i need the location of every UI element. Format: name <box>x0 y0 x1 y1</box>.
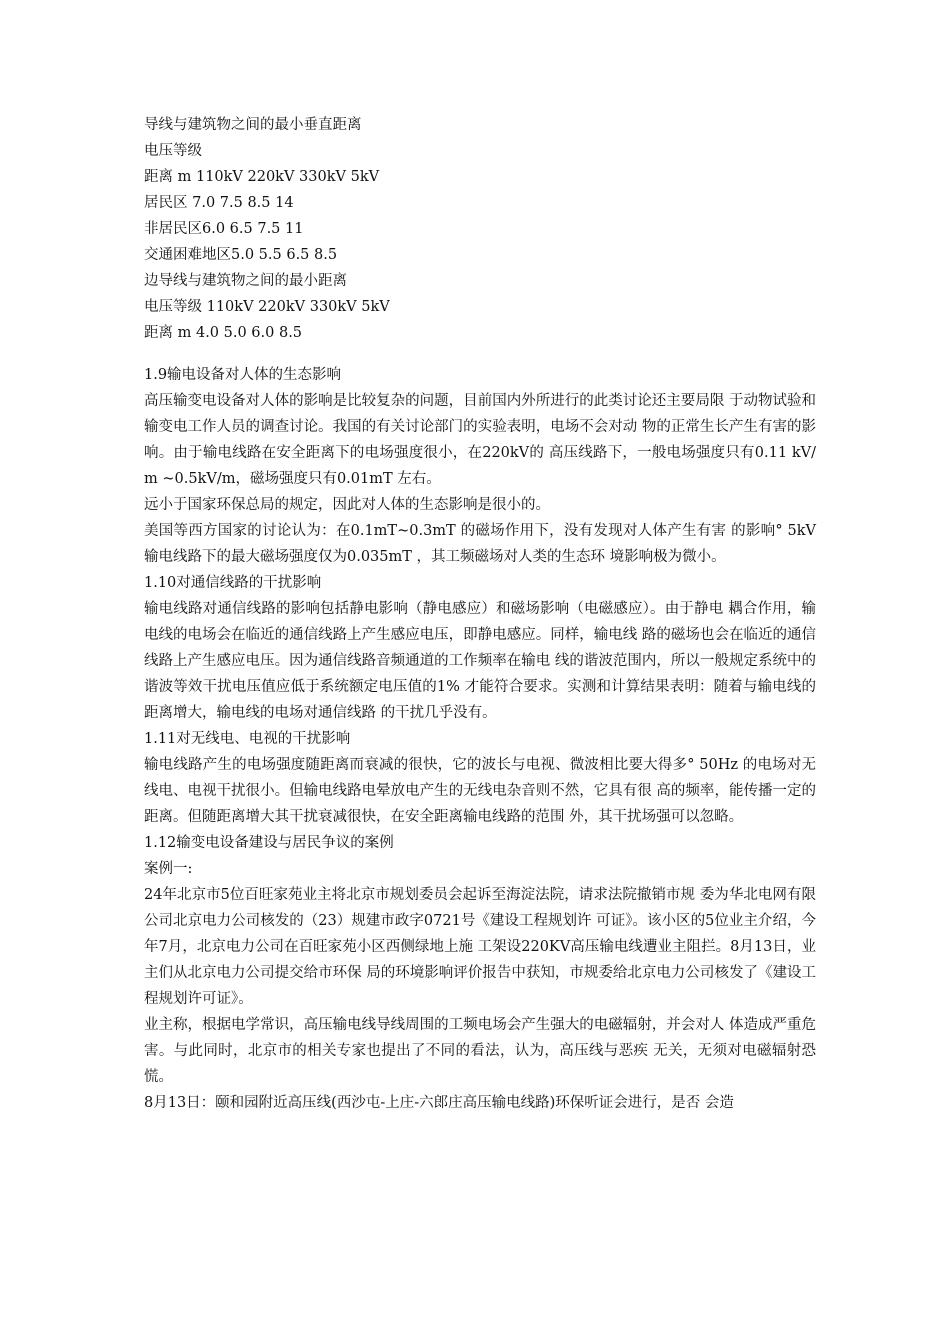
section-heading: 1.9输电设备对人体的生态影响 <box>144 367 342 383</box>
paragraph: 业主称，根据电学常识，高压输电线导线周围的工频电场会产生强大的电磁辐射，并会对人 体造成严重危害。与此同时，北京市的相关专家也提出了不同的看法，认为，高压线与恶疾 无关，无须对电磁辐射恐慌。 <box>144 1017 816 1085</box>
paragraph: 8月13日：颐和园附近高压线(西沙屯-上庄-六郎庄高压输电线路)环保听证会进行，是否 会造 <box>144 1095 734 1111</box>
case-label: 案例一: <box>144 861 193 877</box>
section-heading: 1.10对通信线路的干扰影响 <box>144 575 322 591</box>
table1-row: 非居民区6.0 6.5 7.5 11 <box>144 221 304 237</box>
table1-title: 导线与建筑物之间的最小垂直距离 <box>144 117 362 133</box>
table1-row: 居民区 7.0 7.5 8.5 14 <box>144 195 294 211</box>
section-heading: 1.11对无线电、电视的干扰影响 <box>144 731 351 747</box>
table1-header-row: 距离 m 110kV 220kV 330kV 5kV <box>144 169 380 185</box>
paragraph: 高压输变电设备对人体的影响是比较复杂的问题，目前国内外所进行的此类讨论还主要局限 于动物试验和输变电工作人员的调查讨论。我国的有关讨论部门的实验表明，电场不会对动 物的正常生长产生有害的影响。由于输电线路在安全距离下的电场强度很小，在220kV的 高压线路下，一般电场强度只有0.11 kV/m ~0.5kV/m，磁场强度只有0.01mT 左右。 <box>144 393 816 487</box>
section-heading: 1.12输变电设备建设与居民争议的案例 <box>144 835 394 851</box>
paragraph: 输电线路对通信线路的影响包括静电影响（静电感应）和磁场影响（电磁感应）。由于静电 耦合作用，输电线的电场会在临近的通信线路上产生感应电压，即静电感应。同样，输电线 路的磁场也会在临近的通信线路上产生感应电压。因为通信线路音频通道的工作频率在输电 线的谐波范围内，所以一般规定系统中的谐波等效干扰电压值应低于系统额定电压值的1% 才能符合要求。实测和计算结果表明：随着与输电线的距离增大，输电线的电场对通信线路 的干扰几乎没有。 <box>144 601 816 721</box>
paragraph: 美国等西方国家的讨论认为：在0.1mT~0.3mT 的磁场作用下，没有发现对人体产生有害 的影响° 5kV输电线路下的最大磁场强度仅为0.035mT ，其工频磁场对人类的生态环 境影响极为微小。 <box>144 523 816 565</box>
paragraph: 远小于国家环保总局的规定，因此对人体的生态影响是很小的。 <box>144 497 550 513</box>
paragraph: 24年北京市5位百旺家苑业主将北京市规划委员会起诉至海淀法院，请求法院撤销市规 委为华北电网有限公司北京电力公司核发的（23）规建市政字0721号《建设工程规划许 可证》。该小区的5位业主介绍，今年7月，北京电力公司在百旺家苑小区西侧绿地上施 工架设220KV高压输电线遭业主阻拦。8月13日，业主们从北京电力公司提交给市环保 局的环境影响评价报告中获知，市规委给北京电力公司核发了《建设工程规划许可证》。 <box>144 887 816 1007</box>
spacer <box>144 346 816 362</box>
table2-row: 距离 m 4.0 5.0 6.0 8.5 <box>144 325 303 341</box>
paragraph: 输电线路产生的电场强度随距离而衰减的很快，它的波长与电视、微波相比要大得多° 50Hz 的电场对无线电、电视干扰很小。但输电线路电晕放电产生的无线电杂音则不然，它具有很 高的频率，能传播一定的距离。但随距离增大其干扰衰减很快，在安全距离输电线路的范围 外，其干扰场强可以忽略。 <box>144 757 816 825</box>
table1-row: 交通困难地区5.0 5.5 6.5 8.5 <box>144 247 338 263</box>
document-page <box>144 112 816 1116</box>
table1-subtitle: 电压等级 <box>144 143 202 159</box>
table2-header-row: 电压等级 110kV 220kV 330kV 5kV <box>144 299 390 315</box>
table2-title: 边导线与建筑物之间的最小距离 <box>144 273 347 289</box>
